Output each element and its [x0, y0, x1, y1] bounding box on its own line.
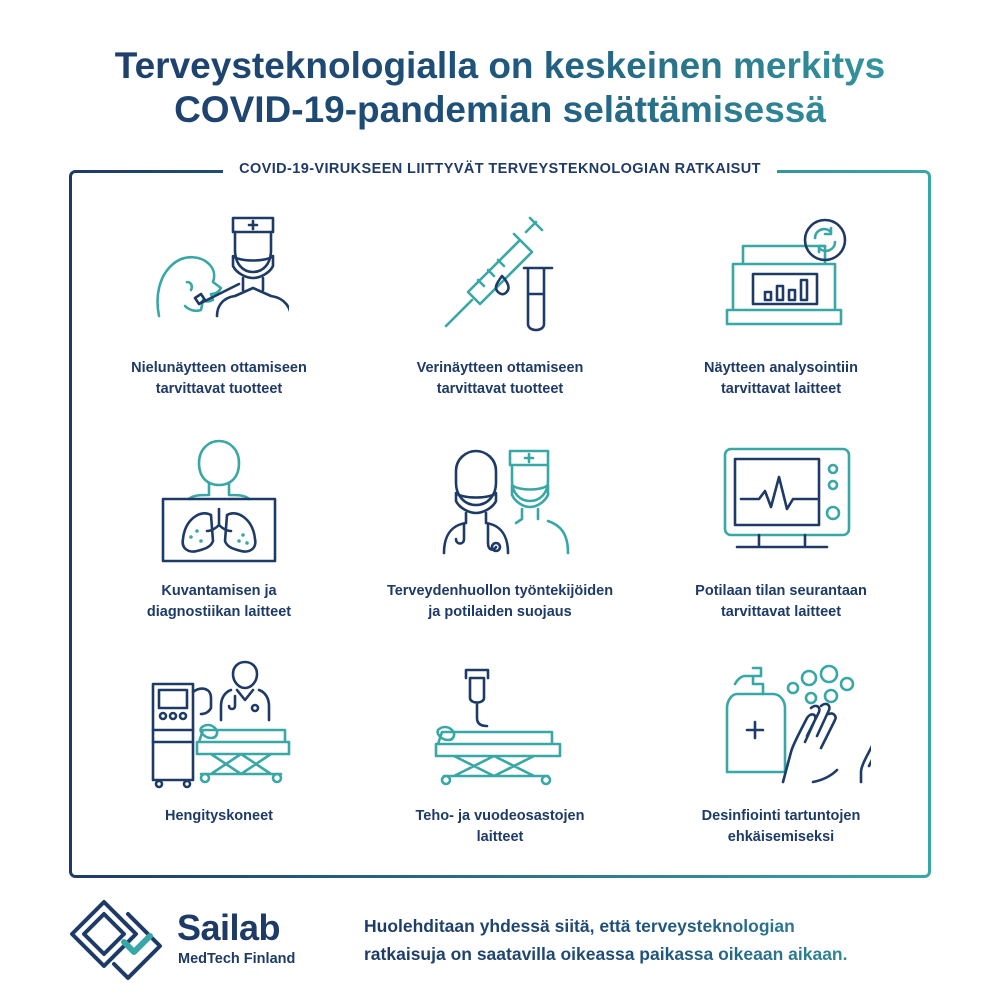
item-imaging	[89, 425, 349, 635]
syringe-test-tube-icon	[430, 198, 570, 338]
item-label-line-1: Desinfiointi tartuntojen	[701, 808, 861, 824]
panel-heading	[69, 161, 931, 177]
masked-staff-icon	[430, 425, 570, 565]
item-label-line-1: Potilaan tilan seurantaan	[695, 583, 867, 599]
item-label	[651, 581, 911, 623]
throat-swab-icon	[149, 198, 289, 338]
item-analyzer	[651, 198, 911, 408]
footer-tagline	[364, 912, 964, 968]
patient-monitor-icon	[711, 425, 851, 565]
item-label	[370, 806, 630, 848]
item-label-line-2: tarvittavat laitteet	[720, 604, 842, 620]
item-label	[89, 358, 349, 400]
page-title	[0, 44, 1000, 132]
item-label	[651, 806, 911, 848]
item-label-line-1: Nielunäytteen ottamiseen	[131, 360, 307, 376]
item-label-line-2: diagnostiikan laitteet	[146, 604, 292, 620]
item-label-line-1: Kuvantamisen ja	[161, 583, 277, 599]
tagline-line-1: Huolehditaan yhdessä siitä, että terveysteknologian	[364, 916, 795, 936]
item-throat-swab	[89, 198, 349, 408]
solutions-panel	[69, 161, 931, 878]
icu-bed-icon	[430, 650, 570, 790]
lung-xray-icon	[149, 425, 289, 565]
item-label-line-1: Näytteen analysointiin	[704, 360, 858, 376]
item-label-line-2: laitteet	[476, 829, 524, 845]
item-label-line-2: tarvittavat tuotteet	[155, 381, 283, 397]
item-blood-sample	[370, 198, 630, 408]
item-ventilators	[89, 650, 349, 860]
item-label	[89, 581, 349, 623]
item-label-line-1: Teho- ja vuodeosastojen	[415, 808, 585, 824]
item-label-line-2: ehkäisemiseksi	[727, 829, 835, 845]
item-label	[370, 358, 630, 400]
footer	[0, 890, 1000, 1000]
title-line-1: Terveysteknologialla on keskeinen merkitys	[114, 45, 886, 86]
logo-name: Sailab	[177, 907, 281, 948]
item-label	[370, 581, 630, 623]
sailab-logo-icon	[68, 898, 166, 982]
title-line-2: COVID-19-pandemian selättämisessä	[174, 89, 826, 130]
item-label-line-2: ja potilaiden suojaus	[428, 604, 572, 620]
item-protection	[370, 425, 630, 635]
hand-disinfection-icon	[691, 650, 871, 790]
tagline-line-2: ratkaisuja on saatavilla oikeassa paikassa oikeaan aikaan.	[364, 944, 848, 964]
logo-subtitle: MedTech Finland	[178, 951, 296, 967]
item-label-line-2: tarvittavat tuotteet	[436, 381, 564, 397]
item-label-line-1: Verinäytteen ottamiseen	[416, 360, 584, 376]
panel-heading-text: COVID-19-VIRUKSEEN LIITTYVÄT TERVEYSTEKNOLOGIAN RATKAISUT	[223, 161, 777, 177]
item-icu	[370, 650, 630, 860]
item-label	[651, 358, 911, 400]
item-label-line-1: Terveydenhuollon työntekijöiden	[386, 583, 614, 599]
item-disinfection	[651, 650, 911, 860]
item-label-line-1: Hengityskoneet	[165, 808, 273, 824]
item-label-line-2: tarvittavat laitteet	[720, 381, 842, 397]
analyzer-device-icon	[711, 198, 851, 338]
item-monitoring	[651, 425, 911, 635]
item-label	[89, 806, 349, 827]
ventilator-bed-icon	[129, 650, 309, 790]
